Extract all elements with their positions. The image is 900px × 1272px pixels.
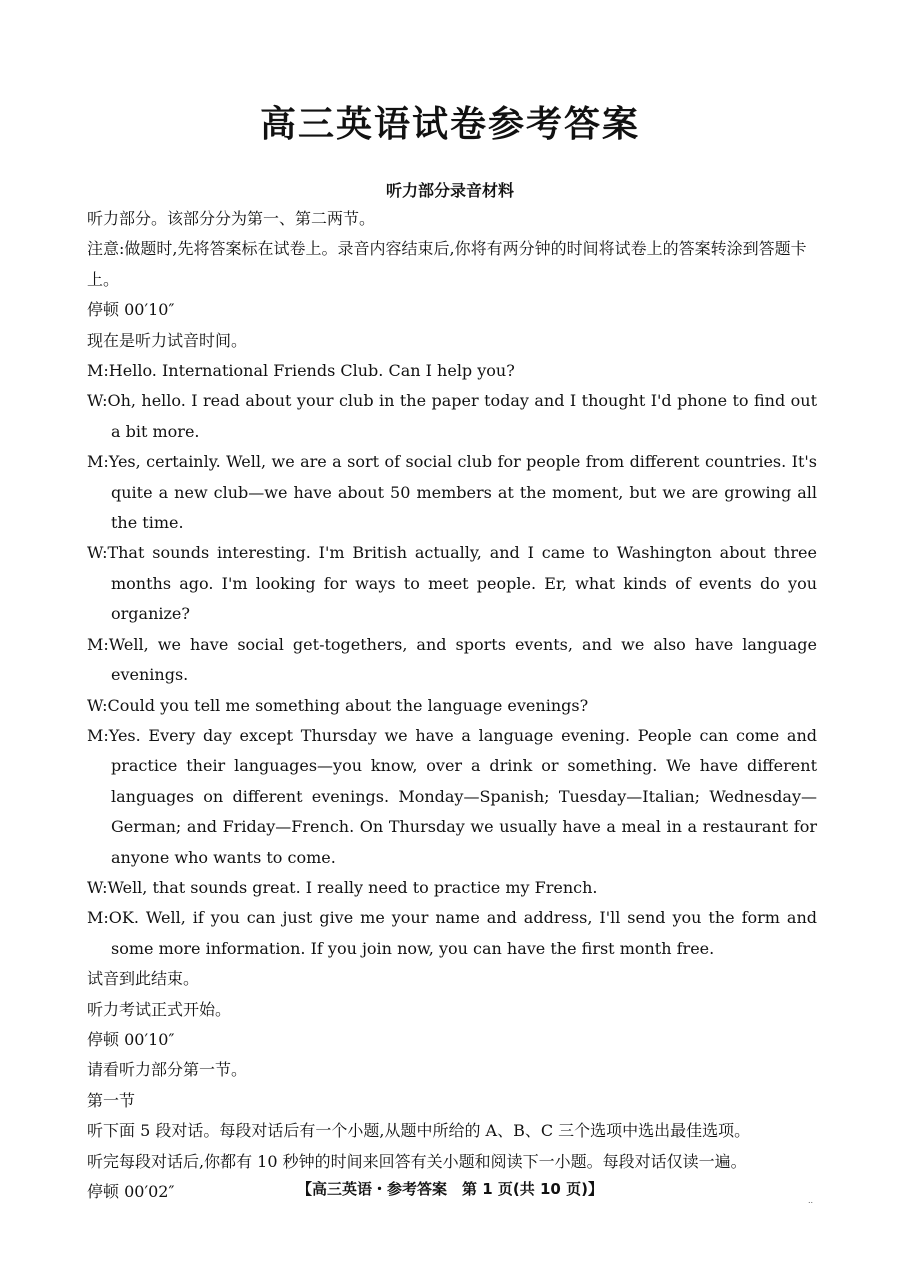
speaker-label: M <box>87 725 104 745</box>
exam-start: 听力考试正式开始。 <box>87 999 232 1019</box>
speaker-label: W <box>87 877 103 897</box>
document-body <box>87 204 817 1207</box>
dialogue-text: Oh, hello. I read about your club in the paper today and I thought I'd phone to find out a bit more. <box>107 391 817 441</box>
corner-mark: .. <box>808 1196 814 1205</box>
pause-marker: 停顿 00′02″ <box>87 1182 175 1201</box>
dialogue-line: W:That sounds interesting. I'm British actually, and I came to Washington about three months ago. I'm looking for ways to meet people. Er, what kinds of events do you organize? <box>87 543 817 624</box>
speaker-label: M <box>87 908 104 928</box>
dialogue-text: Yes. Every day except Thursday we have a language evening. People can come and practice their languages—you know, over a drink or something. We have different languages on different evenings. Monday—Spanish; Tuesday—Italian; Wednesday—German; and Friday—French. On Thursday we usually have a meal in a restaurant for anyone who wants to come. <box>108 725 817 867</box>
instruction-paragraph: 注意:做题时,先将答案标在试卷上。录音内容结束后,你将有两分钟的时间将试卷上的答案转涂到答题卡上。 <box>87 239 807 289</box>
pause-marker: 停顿 00′10″ <box>87 1029 175 1049</box>
sound-check-line: 现在是听力试音时间。 <box>87 330 248 350</box>
dialogue-text: OK. Well, if you can just give me your name and address, I'll send you the form and some more information. If you join now, you can have the first month free. <box>108 908 817 958</box>
part-instruction: 听下面 5 段对话。每段对话后有一个小题,从题中所给的 A、B、C 三个选项中选出最佳选项。 <box>87 1121 751 1141</box>
dialogue-line: W:Oh, hello. I read about your club in the paper today and I thought I'd phone to find out a bit more. <box>87 391 817 441</box>
section-heading: 听力部分录音材料 <box>385 181 514 200</box>
dialogue-text: Yes, certainly. Well, we are a sort of social club for people from different countries. It's quite a new club—we have about 50 members at the moment, but we are growing all the time. <box>108 452 817 533</box>
dialogue-line: W:Well, that sounds great. I really need to practice my French. <box>87 877 598 897</box>
part-heading: 第一节 <box>87 1090 136 1110</box>
dialogue-line: M:OK. Well, if you can just give me your name and address, I'll send you the form and some more information. If you join now, you can have the first month free. <box>87 908 817 958</box>
document-title: 高三英语试卷参考答案 <box>259 104 640 145</box>
sound-check-end: 试音到此结束。 <box>87 969 200 989</box>
dialogue-text: That sounds interesting. I'm British actually, and I came to Washington about three months ago. I'm looking for ways to meet people. Er, what kinds of events do you organize? <box>107 543 817 624</box>
dialogue-line: M:Hello. International Friends Club. Can I help you? <box>87 361 515 381</box>
dialogue-line: M:Yes. Every day except Thursday we have a language evening. People can come and practice their languages—you know, over a drink or something. We have different languages on different evenings. Monday—Spanish; Tuesday—Italian; Wednesday—German; and Friday—French. On Thursday we usually have a meal in a restaurant for anyone who wants to come. <box>87 725 817 867</box>
dialogue-line: W:Could you tell me something about the language evenings? <box>87 695 589 715</box>
speaker-label: W <box>87 391 103 411</box>
section-instruction: 请看听力部分第一节。 <box>87 1060 248 1080</box>
pause-marker: 停顿 00′10″ <box>87 300 175 320</box>
dialogue-text: Well, we have social get-togethers, and sports events, and we also have language evenings. <box>108 634 817 685</box>
dialogue-text: Hello. International Friends Club. Can I help you? <box>108 361 515 381</box>
speaker-label: W <box>87 695 103 715</box>
dialogue-line: M:Yes, certainly. Well, we are a sort of social club for people from different countries. It's quite a new club—we have about 50 members at the moment, but we are growing all the time. <box>87 452 817 533</box>
dialogue-text: Could you tell me something about the language evenings? <box>107 695 589 715</box>
dialogue-text: Well, that sounds great. I really need to practice my French. <box>107 877 598 897</box>
speaker-label: M <box>87 361 104 381</box>
speaker-label: M <box>87 452 104 472</box>
speaker-label: M <box>87 634 104 654</box>
speaker-label: W <box>87 543 103 563</box>
part-instruction: 听完每段对话后,你都有 10 秒钟的时间来回答有关小题和阅读下一小题。每段对话仅读一遍。 <box>87 1151 747 1171</box>
intro-line: 听力部分。该部分分为第一、第二两节。 <box>87 209 376 228</box>
dialogue-line: M:Well, we have social get-togethers, and sports events, and we also have language evenings. <box>87 634 817 685</box>
page-footer: 【高三英语・参考答案 第 1 页(共 10 页)】 <box>297 1180 603 1198</box>
